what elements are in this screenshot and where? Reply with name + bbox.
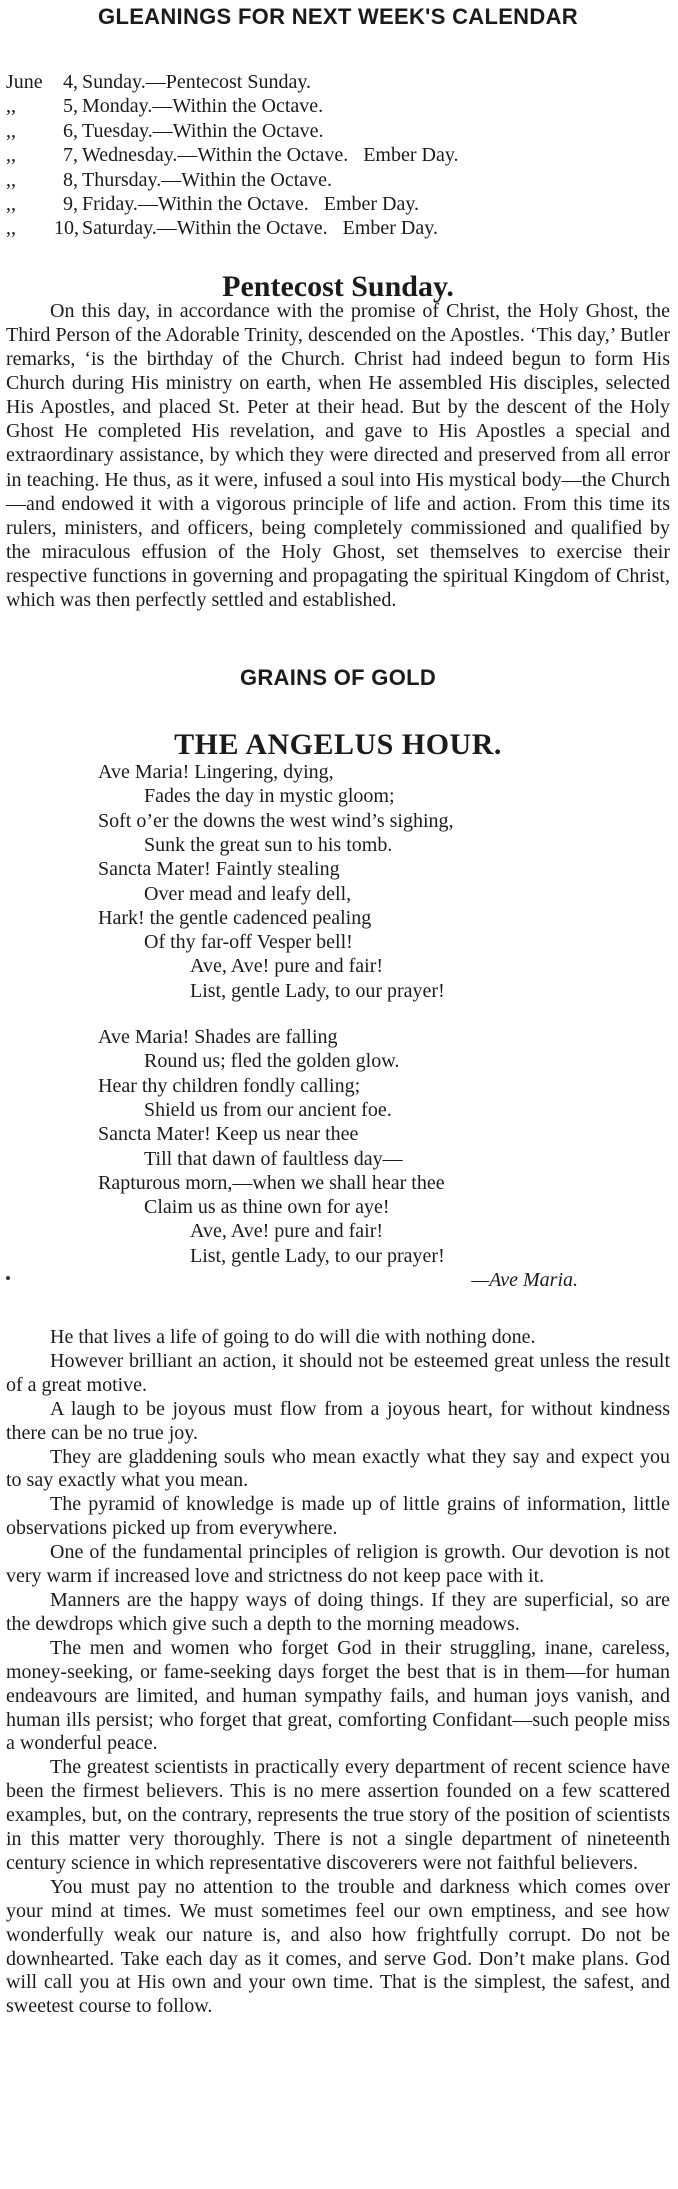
- saying-paragraph: The pyramid of knowledge is made up of little grains of information, little observations picked up from everywhere.: [6, 1493, 670, 1540]
- calendar-day: 6,: [63, 119, 78, 142]
- sayings-list: [6, 1326, 670, 2019]
- poem-line: Ave, Ave! pure and fair!: [190, 1220, 384, 1243]
- calendar-text: Thursday.—Within the Octave.: [82, 168, 333, 191]
- pentecost-heading: Pentecost Sunday.: [222, 269, 454, 303]
- calendar-month: ,,: [6, 168, 16, 191]
- calendar-day: 4,: [63, 71, 78, 93]
- calendar-list: [6, 70, 670, 241]
- poem-line: Ave Maria! Shades are falling: [98, 1026, 338, 1049]
- saying-paragraph: One of the fundamental principles of religion is growth. Our devotion is not very warm if increased love and strictness do not keep pace with it.: [6, 1541, 670, 1588]
- poem-line: Ave, Ave! pure and fair!: [190, 955, 384, 978]
- calendar-entry: [6, 119, 670, 143]
- calendar-month: June: [6, 71, 43, 93]
- stanza-break: [98, 1003, 670, 1025]
- calendar-entry: [6, 216, 670, 240]
- calendar-day: 8,: [63, 168, 78, 191]
- poem-line: Sancta Mater! Faintly stealing: [98, 858, 340, 881]
- calendar-heading: GLEANINGS FOR NEXT WEEK'S CALENDAR: [98, 4, 578, 29]
- calendar-month: ,,: [6, 193, 16, 216]
- poem-line: Hear thy children fondly calling;: [98, 1074, 361, 1097]
- calendar-day: 7,: [63, 144, 78, 167]
- calendar-entry: [6, 70, 670, 94]
- poem-line: Sunk the great sun to his tomb.: [144, 833, 393, 856]
- poem-attribution: —Ave Maria.: [471, 1269, 578, 1291]
- poem-line: Rapturous morn,—when we shall hear thee: [98, 1171, 445, 1194]
- poem-line: Fades the day in mystic gloom;: [144, 785, 395, 808]
- calendar-text: Tuesday.—Within the Octave.: [82, 119, 324, 142]
- poem-title: THE ANGELUS HOUR.: [174, 728, 502, 762]
- poem: [6, 760, 670, 1268]
- poem-line: Shield us from our ancient foe.: [144, 1098, 392, 1121]
- poem-line: Hark! the gentle cadenced pealing: [98, 906, 372, 929]
- poem-line: Till that dawn of faultless day—: [144, 1147, 403, 1170]
- calendar-month: ,,: [6, 144, 16, 167]
- pentecost-body: On this day, in accordance with the promise of Christ, the Holy Ghost, the Third Person of the Adorable Trinity, descended on the Apostles. ‘This day,’ Butler remarks, ‘is the birthday of the Church. Christ had indeed begun to form His Church during His ministry on earth, when He assembled His disciples, selected His Apostles, and placed St. Peter at their head. But by the descent of the Holy Ghost He completed His revelation, and gave to His Apostles a special and extraordinary assistance, by which they were directed and preserved from all error in teaching. He thus, as it were, infused a soul into His mystical body—the Church—and endowed it with a vigorous principle of life and action. From this time its rulers, ministers, and officers, being completely commissioned and qualified by the miraculous effusion of the Holy Ghost, set themselves to exercise their respective functions in governing and propagating the spiritual Kingdom of Christ, which was then perfectly settled and established.: [6, 299, 670, 611]
- poem-line: List, gentle Lady, to our prayer!: [190, 1244, 445, 1267]
- calendar-text: Wednesday.—Within the Octave. Ember Day.: [82, 144, 459, 167]
- calendar-entry: [6, 143, 670, 167]
- calendar-day: 5,: [63, 95, 78, 118]
- poem-line: Ave Maria! Lingering, dying,: [98, 761, 334, 784]
- poem-line: Over mead and leafy dell,: [144, 882, 352, 905]
- poem-line: Round us; fled the golden glow.: [144, 1050, 400, 1073]
- calendar-day: 9,: [63, 193, 78, 216]
- saying-paragraph: The greatest scientists in practically every department of recent science have been the firmest believers. This is no mere assertion founded on a few scattered examples, but, on the contrary, represents the true story of the position of scientists in this matter very thoroughly. There is not a single department of nineteenth century science in which representative discoverers were not faithful believers.: [6, 1756, 670, 1874]
- calendar-month: ,,: [6, 217, 16, 240]
- calendar-text: Saturday.—Within the Octave. Ember Day.: [82, 217, 438, 240]
- calendar-entry: [6, 94, 670, 118]
- saying-paragraph: However brilliant an action, it should not be esteemed great unless the result of a great motive.: [6, 1349, 670, 1396]
- poem-line: Of thy far-off Vesper bell!: [144, 931, 353, 954]
- poem-line: Soft o’er the downs the west wind’s sighing,: [98, 809, 454, 832]
- calendar-entry: [6, 168, 670, 192]
- grains-heading: GRAINS OF GOLD: [239, 665, 437, 691]
- poem-line: Claim us as thine own for aye!: [144, 1196, 390, 1219]
- saying-paragraph: A laugh to be joyous must flow from a joyous heart, for without kindness there can be no true joy.: [6, 1397, 670, 1444]
- saying-paragraph: You must pay no attention to the trouble and darkness which comes over your mind at times. We must sometimes feel our own emptiness, and see how wonderfully weak our nature is, and also how frightfully corrupt. Do not be downhearted. Take each day as it comes, and serve God. Don’t make plans. God will call you at His own and your own time. That is the simplest, the safest, and sweetest course to follow.: [6, 1875, 670, 2018]
- saying-paragraph: They are gladdening souls who mean exactly what they say and expect you to say exactly what you mean.: [6, 1445, 670, 1492]
- calendar-day: 10,: [54, 217, 79, 240]
- calendar-text: Sunday.—Pentecost Sunday.: [82, 71, 312, 93]
- poem-line: List, gentle Lady, to our prayer!: [190, 979, 445, 1002]
- saying-paragraph: He that lives a life of going to do will die with nothing done.: [50, 1326, 536, 1348]
- poem-attribution-row: [6, 1268, 670, 1292]
- calendar-text: Friday.—Within the Octave. Ember Day.: [82, 193, 420, 216]
- calendar-month: ,,: [6, 119, 16, 142]
- saying-paragraph: The men and women who forget God in their struggling, inane, careless, money-seeking, or fame-seeking days forget the best that is in them—for human endeavours are limited, and human sympathy fails, and human joys vanish, and human ills persist; who forget that great, comforting Confidant—such people miss a wonderful peace.: [6, 1636, 670, 1755]
- poem-line: Sancta Mater! Keep us near thee: [98, 1123, 359, 1146]
- calendar-month: ,,: [6, 95, 16, 118]
- saying-paragraph: Manners are the happy ways of doing things. If they are superficial, so are the dewdrops which give such a depth to the morning meadows.: [6, 1588, 670, 1635]
- calendar-entry: [6, 192, 670, 216]
- calendar-text: Monday.—Within the Octave.: [82, 95, 324, 118]
- bullet-dot-icon: [6, 1276, 10, 1280]
